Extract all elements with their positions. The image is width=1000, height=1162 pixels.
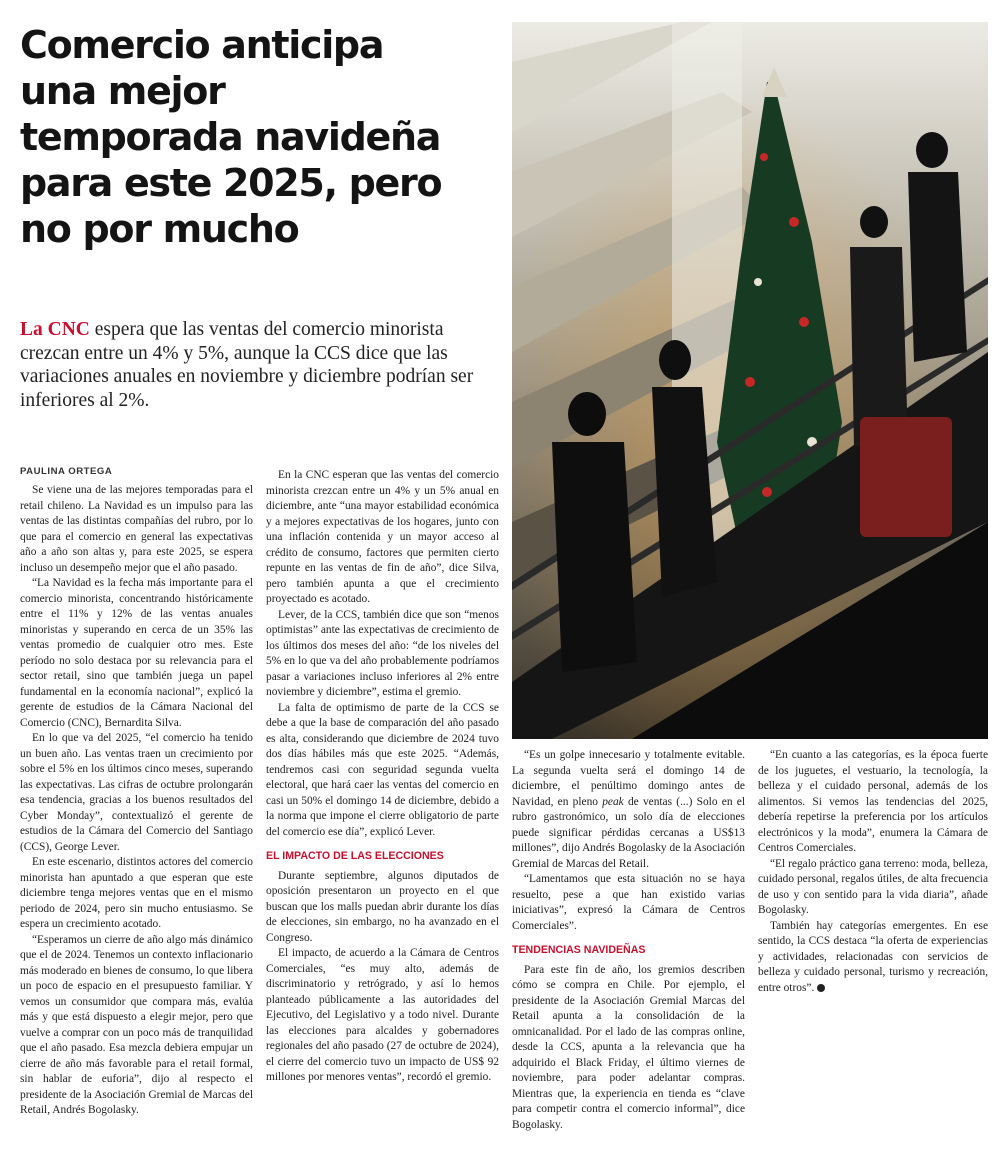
headline: Comercio anticipa una mejor temporada navideña para este 2025, pero no por mucho xyxy=(20,23,442,251)
italic-word: peak xyxy=(602,795,624,808)
column-3 xyxy=(512,748,745,1133)
end-of-article-icon xyxy=(817,984,825,992)
paragraph: En la CNC esperan que las ventas del comercio minorista crezcan entre un 4% y un 5% anual en diciembre, ante “una mayor estabilidad económica y a mejores expectativas de los hogares, junto con una inflación contenida y un mayor acceso al crédito de consumo, factores que permiten cierto repunte en las ventas de fin de año”, dice Silva, pero también apunta a que el crecimiento proyectado es acotado. xyxy=(266,469,499,605)
paragraph: La falta de optimismo de parte de la CCS se debe a que la base de comparación del año pasado es alta, considerando que diciembre de 2024 tuvo dos días hábiles más que este 2025. “Además, tendremos casi con seguridad segunda vuelta electoral, que hará caer las ventas del comercio en casi un 50% el domingo 14 de diciembre, debido a la norma que impone el cierre obligatorio de parte del comercio ese día”, explicó Lever. xyxy=(266,701,499,838)
paragraph xyxy=(758,919,988,997)
column-2 xyxy=(266,468,499,1086)
byline: PAULINA ORTEGA xyxy=(20,466,113,477)
paragraph: En lo que va del 2025, “el comercio ha tenido un buen año. Las ventas traen un crecimiento por sobre el 5% en los últimos cinco meses, superando las expectativas. Las cifras de octubre prolongarán esa tendencia, gracias a los buenos resultados del Cyber Monday”, contextualizó el gerente de estudios de la Cámara del Comercio del Santiago (CCS), George Lever. xyxy=(20,732,253,853)
paragraph: “La Navidad es la fecha más importante para el comercio minorista, concentrando históricamente entre el 11% y 12% de las ventas anuales minoristas y superando en cerca de un 35% las ventas promedio de cualquier otro mes. Este período no solo destaca por su relevancia para el sector retail, sino que también juega un papel fundamental en la economía nacional”, explicó la gerente de estudios de la Cámara Nacional del Comercio (CNC), Bernardita Silva. xyxy=(20,577,253,729)
paragraph: “Esperamos un cierre de año algo más dinámico que el de 2024. Tenemos un contexto inflacionario más moderado en bienes de consumo, lo que libera un poco de espacio en el presupuesto familiar. Y vemos un consumidor que compara más, evalúa más y que está dispuesto a elegir mejor, pero que vuelve a comprar con un poco más de tranquilidad que el año pasado. Esa mezcla debiera empujar un cierre de año más favorable para el retail formal, sin hablar de euforia”, dijo al respecto el presidente de la Asociación Gremial de Marcas del Retail, Andrés Bogolasky. xyxy=(20,933,253,1116)
column-1 xyxy=(20,483,253,1119)
paragraph: “El regalo práctico gana terreno: moda, belleza, cuidado personal, regalos útiles, de alta frecuencia de uso y con sentido para la vida diaria”, añade Bogolasky. xyxy=(758,857,988,916)
section-heading-trends: TENDENCIAS NAVIDEÑAS xyxy=(512,944,646,956)
paragraph: El impacto, de acuerdo a la Cámara de Centros Comerciales, “es muy alto, además de discriminatorio y retrógrado, y así lo hemos planteado públicamente a las autoridades del Ejecutivo, del Legislativo y a todo nivel. Durante las elecciones para alcaldes y gobernadores regionales del año pasado (27 de octubre de 2024), el cierre del comercio tuvo un impacto de US$ 92 millones por menores ventas”, recordó el gremio. xyxy=(266,947,499,1083)
summary-text: espera que las ventas del comercio minorista crezcan entre un 4% y 5%, aunque la CCS dice que las variaciones anuales en noviembre y diciembre podrían ser inferiores al 2%. xyxy=(20,319,474,411)
quote-part: “Es un golpe innecesario y totalmente evitable. La segunda vuelta será el domingo 14 de diciembre, el penúltimo domingo antes de Navidad, en pleno xyxy=(512,749,745,808)
paragraph: Lever, de la CCS, también dice que son “menos optimistas” ante las expectativas de crecimiento de los últimos dos meses del año: “de los niveles del 5% en lo que va del año probablemente podríamos pasar a variaciones incluso inferiores al 2% entre noviembre y diciembre”, estima el gremio. xyxy=(266,608,499,698)
article-photo xyxy=(512,22,988,739)
paragraph: “En cuanto a las categorías, es la época fuerte de los juguetes, el vestuario, la tecnología, la belleza y el cuidado personal, además de los alimentos. Si vemos las tendencias del 2025, debería repetirse la preferencia por los artículos electrónicos y la moda”, enumera la Cámara de Centros Comerciales. xyxy=(758,749,988,854)
summary-lead: La CNC xyxy=(20,319,90,340)
paragraph: En este escenario, distintos actores del comercio minorista han apuntado a que esperan que este diciembre tenga mejores ventas que en el mismo periodo de 2024, pero sin mucho entusiasmo. Se espera un crecimiento acotado. xyxy=(20,856,253,930)
paragraph: Se viene una de las mejores temporadas para el retail chileno. La Navidad es un impulso para las ventas de las distintas compañías del rubro, por lo que para el comercio en general las expectativas año a año son altas y, para este 2025, se espera incluso un desempeño mejor que el año pasado. xyxy=(20,484,253,574)
closing-text: También hay categorías emergentes. En ese sentido, la CCS destaca “la oferta de experiencias y actividades, relacionadas con servicios de belleza y cuidado personal, turismo y recreación, entre otros”. xyxy=(758,919,988,994)
paragraph: “Lamentamos que esta situación no se haya resuelto, pese a que han existido varias iniciativas”, expresó la Cámara de Centros Comerciales”. xyxy=(512,873,745,932)
paragraph: Durante septiembre, algunos diputados de oposición presentaron un proyecto en el que buscan que los malls puedan abrir durante los días de elecciones, sin embargo, no ha avanzado en el Congreso. xyxy=(266,869,499,944)
quote-part: de ventas (...) Solo en el rubro gastronómico, un solo día de elecciones puede significar pérdidas cercanas a US$13 millones”, dijo Andrés Bogolasky de la Asociación Gremial de Marcas del Retail. xyxy=(512,795,745,870)
section-heading-impact: EL IMPACTO DE LAS ELECCIONES xyxy=(266,850,444,862)
paragraph: Para este fin de año, los gremios describen cómo se compra en Chile. Por ejemplo, el presidente de la Asociación Gremial Marcas del Retail apunta a la consolidación de la omnicanalidad. Por el lado de las compras online, desde la CCS, apunta a la relevancia que ha adquirido el Black Friday, el último viernes de noviembre, para poder adelantar compras. Mientras que, la experiencia en tienda es “clave para competir contra el comercio informal”, dice Bogolasky. xyxy=(512,963,745,1131)
paragraph xyxy=(512,748,745,872)
article-summary xyxy=(20,318,498,412)
column-4 xyxy=(758,748,988,996)
